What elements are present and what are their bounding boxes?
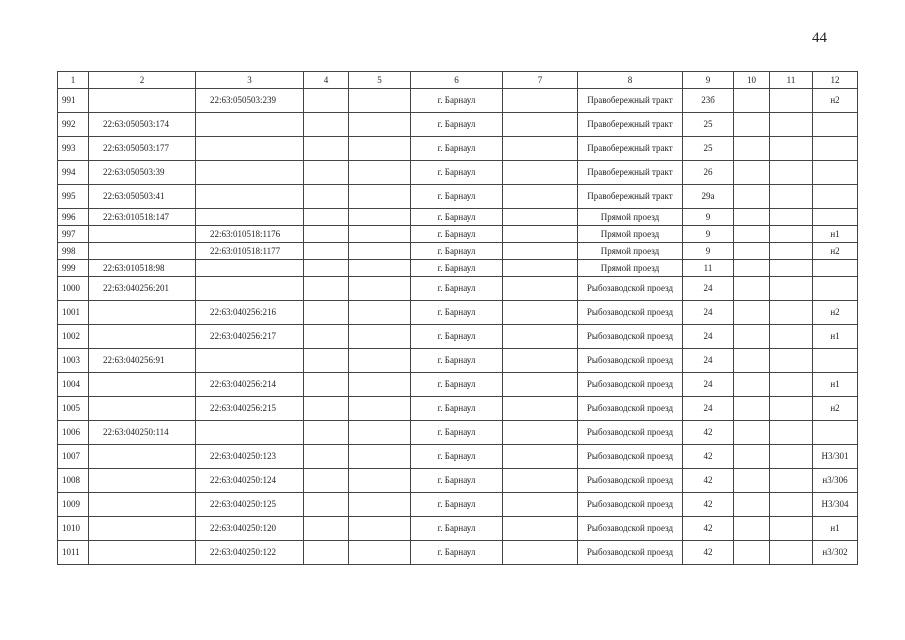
table-cell: г. Барнаул: [411, 137, 503, 161]
table-row: [58, 260, 858, 277]
table-cell: [734, 421, 770, 445]
table-cell: 22:63:050503:177: [89, 137, 196, 161]
table-cell: [196, 137, 304, 161]
table-cell: 1001: [58, 301, 89, 325]
table-cell: [89, 541, 196, 565]
table-cell: [349, 493, 411, 517]
table-cell: г. Барнаул: [411, 89, 503, 113]
table-cell: [813, 209, 858, 226]
table-cell: [304, 541, 349, 565]
table-cell: [89, 226, 196, 243]
table-cell: 42: [683, 541, 734, 565]
table-cell: 22:63:050503:39: [89, 161, 196, 185]
table-cell: [770, 421, 813, 445]
table-cell: 11: [683, 260, 734, 277]
table-cell: 22:63:010518:1177: [196, 243, 304, 260]
table-cell: [89, 445, 196, 469]
table-cell: [503, 349, 578, 373]
table-cell: г. Барнаул: [411, 226, 503, 243]
table-cell: 22:63:040250:125: [196, 493, 304, 517]
table-cell: Рыбозаводской проезд: [578, 397, 683, 421]
table-cell: 42: [683, 421, 734, 445]
table-cell: н1: [813, 373, 858, 397]
table-cell: н2: [813, 89, 858, 113]
table-cell: [349, 469, 411, 493]
table-cell: [770, 325, 813, 349]
table-cell: [196, 161, 304, 185]
table-cell: [734, 89, 770, 113]
table-cell: 42: [683, 445, 734, 469]
table-cell: [734, 325, 770, 349]
table-cell: [770, 445, 813, 469]
table-cell: г. Барнаул: [411, 243, 503, 260]
table-cell: Рыбозаводской проезд: [578, 493, 683, 517]
table-cell: [304, 517, 349, 541]
table-cell: 9: [683, 209, 734, 226]
table-cell: 992: [58, 113, 89, 137]
table-cell: 1000: [58, 277, 89, 301]
table-cell: Прямой проезд: [578, 243, 683, 260]
table-row: [58, 137, 858, 161]
table-cell: [349, 421, 411, 445]
table-cell: н2: [813, 397, 858, 421]
table-cell: [813, 260, 858, 277]
table-cell: [304, 349, 349, 373]
table-cell: [734, 277, 770, 301]
table-cell: [349, 325, 411, 349]
table-cell: [503, 226, 578, 243]
table-cell: [734, 226, 770, 243]
table-cell: [304, 397, 349, 421]
table-cell: 1006: [58, 421, 89, 445]
table-cell: [503, 541, 578, 565]
table-cell: [770, 137, 813, 161]
table-cell: г. Барнаул: [411, 445, 503, 469]
table-cell: [770, 209, 813, 226]
table-cell: 24: [683, 373, 734, 397]
table-cell: [813, 113, 858, 137]
table-cell: 22:63:050503:41: [89, 185, 196, 209]
table-cell: [349, 541, 411, 565]
column-header: 11: [770, 72, 813, 89]
table-cell: [734, 243, 770, 260]
table-cell: 22:63:040250:120: [196, 517, 304, 541]
table-cell: 1005: [58, 397, 89, 421]
table-cell: Правобережный тракт: [578, 185, 683, 209]
table-cell: [349, 137, 411, 161]
table-cell: Н3/304: [813, 493, 858, 517]
table-cell: [89, 243, 196, 260]
table-row: [58, 397, 858, 421]
table-cell: [349, 185, 411, 209]
table-cell: [734, 185, 770, 209]
table-cell: [304, 325, 349, 349]
table-cell: [770, 349, 813, 373]
table-cell: [304, 185, 349, 209]
table-cell: [503, 469, 578, 493]
column-header: 9: [683, 72, 734, 89]
table-cell: [503, 113, 578, 137]
table-cell: [770, 113, 813, 137]
table-cell: [349, 209, 411, 226]
table-cell: н2: [813, 243, 858, 260]
table-cell: 22:63:040256:214: [196, 373, 304, 397]
table-row: [58, 209, 858, 226]
table-cell: [304, 469, 349, 493]
table-cell: [734, 373, 770, 397]
table-cell: г. Барнаул: [411, 397, 503, 421]
table-cell: 1011: [58, 541, 89, 565]
table-cell: [734, 137, 770, 161]
table-cell: Рыбозаводской проезд: [578, 421, 683, 445]
table-cell: 22:63:010518:147: [89, 209, 196, 226]
table-cell: Рыбозаводской проезд: [578, 541, 683, 565]
column-header: 2: [89, 72, 196, 89]
table-cell: 1009: [58, 493, 89, 517]
table-cell: [734, 517, 770, 541]
column-header: 12: [813, 72, 858, 89]
table-cell: г. Барнаул: [411, 301, 503, 325]
table-cell: 23б: [683, 89, 734, 113]
table-row: [58, 277, 858, 301]
table-cell: [770, 373, 813, 397]
table-cell: Правобережный тракт: [578, 113, 683, 137]
table-cell: Рыбозаводской проезд: [578, 277, 683, 301]
table-cell: [349, 161, 411, 185]
table-row: [58, 517, 858, 541]
table-cell: Рыбозаводской проезд: [578, 325, 683, 349]
table-cell: 22:63:050503:239: [196, 89, 304, 113]
table-cell: [196, 113, 304, 137]
table-cell: [304, 260, 349, 277]
table-cell: г. Барнаул: [411, 541, 503, 565]
table-cell: [813, 349, 858, 373]
table-row: [58, 469, 858, 493]
table-cell: [89, 493, 196, 517]
table-cell: [770, 243, 813, 260]
table-cell: н1: [813, 226, 858, 243]
table-cell: [503, 325, 578, 349]
table-cell: [734, 301, 770, 325]
table-cell: [503, 89, 578, 113]
table-cell: [734, 469, 770, 493]
table-cell: [196, 209, 304, 226]
table-cell: [734, 397, 770, 421]
table-row: [58, 161, 858, 185]
table-cell: [349, 301, 411, 325]
column-header: 5: [349, 72, 411, 89]
table-cell: [503, 243, 578, 260]
column-header: 4: [304, 72, 349, 89]
table-cell: [503, 301, 578, 325]
table-cell: Рыбозаводской проезд: [578, 373, 683, 397]
table-cell: [89, 373, 196, 397]
table-cell: 26: [683, 161, 734, 185]
table-cell: г. Барнаул: [411, 421, 503, 445]
table-cell: 42: [683, 517, 734, 541]
table-cell: [770, 161, 813, 185]
table-cell: [770, 226, 813, 243]
table-cell: [503, 421, 578, 445]
table-cell: Рыбозаводской проезд: [578, 445, 683, 469]
table-cell: [503, 493, 578, 517]
column-header: 7: [503, 72, 578, 89]
table-cell: [503, 260, 578, 277]
table-cell: [813, 421, 858, 445]
table-cell: [813, 161, 858, 185]
table-cell: [770, 301, 813, 325]
table-cell: [734, 541, 770, 565]
table-cell: 25: [683, 137, 734, 161]
table-cell: [813, 137, 858, 161]
table-cell: [734, 161, 770, 185]
table-row: [58, 243, 858, 260]
table-cell: н1: [813, 517, 858, 541]
table-cell: [503, 397, 578, 421]
table-cell: 1002: [58, 325, 89, 349]
table-cell: 996: [58, 209, 89, 226]
table-cell: [770, 541, 813, 565]
table-cell: 22:63:010518:98: [89, 260, 196, 277]
table-cell: [304, 445, 349, 469]
table-cell: 993: [58, 137, 89, 161]
table-cell: [89, 469, 196, 493]
table-cell: 29а: [683, 185, 734, 209]
table-row: [58, 226, 858, 243]
table-cell: [196, 421, 304, 445]
table-cell: 42: [683, 469, 734, 493]
table-cell: [770, 260, 813, 277]
table-cell: г. Барнаул: [411, 209, 503, 226]
table-cell: [304, 277, 349, 301]
table-cell: [349, 260, 411, 277]
table-cell: г. Барнаул: [411, 325, 503, 349]
table-cell: [770, 277, 813, 301]
table-cell: г. Барнаул: [411, 277, 503, 301]
column-header: 6: [411, 72, 503, 89]
table-cell: 22:63:010518:1176: [196, 226, 304, 243]
table-cell: 997: [58, 226, 89, 243]
table-row: [58, 113, 858, 137]
table-row: [58, 445, 858, 469]
table-cell: 998: [58, 243, 89, 260]
table-cell: [304, 209, 349, 226]
table-cell: Рыбозаводской проезд: [578, 517, 683, 541]
table-cell: [734, 113, 770, 137]
table-cell: 22:63:040250:124: [196, 469, 304, 493]
table-row: [58, 541, 858, 565]
table-cell: Прямой проезд: [578, 226, 683, 243]
table-cell: [89, 325, 196, 349]
table-cell: Н3/301: [813, 445, 858, 469]
table-cell: [734, 260, 770, 277]
table-cell: [349, 517, 411, 541]
table-cell: г. Барнаул: [411, 493, 503, 517]
column-header: 3: [196, 72, 304, 89]
table-cell: 24: [683, 325, 734, 349]
table-cell: [770, 397, 813, 421]
table-cell: [304, 137, 349, 161]
table-cell: 1010: [58, 517, 89, 541]
table-cell: [89, 89, 196, 113]
table-cell: 9: [683, 243, 734, 260]
table-cell: 991: [58, 89, 89, 113]
table-cell: [503, 209, 578, 226]
table-cell: 1008: [58, 469, 89, 493]
table-cell: [349, 445, 411, 469]
table-cell: 22:63:040256:216: [196, 301, 304, 325]
table-row: [58, 349, 858, 373]
table-cell: 22:63:040256:217: [196, 325, 304, 349]
table-cell: [196, 260, 304, 277]
table-cell: [349, 397, 411, 421]
table-cell: г. Барнаул: [411, 469, 503, 493]
column-header: 10: [734, 72, 770, 89]
table-cell: [304, 373, 349, 397]
table-cell: г. Барнаул: [411, 260, 503, 277]
table-cell: г. Барнаул: [411, 517, 503, 541]
table-cell: 25: [683, 113, 734, 137]
table-cell: [503, 185, 578, 209]
table-cell: [304, 421, 349, 445]
table-cell: Рыбозаводской проезд: [578, 349, 683, 373]
table-cell: 22:63:040256:91: [89, 349, 196, 373]
table-cell: [813, 185, 858, 209]
table-row: [58, 325, 858, 349]
table-cell: [304, 493, 349, 517]
table-cell: [304, 89, 349, 113]
table-cell: [349, 113, 411, 137]
table-cell: [304, 301, 349, 325]
table-cell: г. Барнаул: [411, 113, 503, 137]
table-cell: [770, 469, 813, 493]
table-row: [58, 421, 858, 445]
table-cell: [734, 349, 770, 373]
table-cell: [196, 277, 304, 301]
table-cell: 22:63:050503:174: [89, 113, 196, 137]
header-row: [58, 72, 858, 89]
table-cell: [349, 243, 411, 260]
table-cell: г. Барнаул: [411, 373, 503, 397]
table-cell: [196, 185, 304, 209]
table-cell: н2: [813, 301, 858, 325]
table-cell: 22:63:040256:201: [89, 277, 196, 301]
table-row: [58, 493, 858, 517]
table-cell: [734, 209, 770, 226]
table-cell: 42: [683, 493, 734, 517]
table-cell: [770, 493, 813, 517]
table-cell: Рыбозаводской проезд: [578, 469, 683, 493]
table-cell: 24: [683, 349, 734, 373]
table-cell: [770, 185, 813, 209]
table-cell: 999: [58, 260, 89, 277]
table-cell: 1004: [58, 373, 89, 397]
table-cell: 22:63:040250:122: [196, 541, 304, 565]
table-cell: Прямой проезд: [578, 209, 683, 226]
table-cell: [304, 226, 349, 243]
table-cell: [304, 161, 349, 185]
table-cell: 24: [683, 277, 734, 301]
table-cell: Прямой проезд: [578, 260, 683, 277]
table-cell: [503, 161, 578, 185]
table-cell: [196, 349, 304, 373]
table-cell: 995: [58, 185, 89, 209]
table-cell: [304, 113, 349, 137]
table-cell: 994: [58, 161, 89, 185]
table-cell: [349, 373, 411, 397]
table-cell: н1: [813, 325, 858, 349]
table-cell: [734, 493, 770, 517]
table-cell: г. Барнаул: [411, 349, 503, 373]
table-cell: [89, 397, 196, 421]
table-row: [58, 185, 858, 209]
table-cell: Правобережный тракт: [578, 137, 683, 161]
table-cell: [770, 517, 813, 541]
table-cell: [813, 277, 858, 301]
table-cell: 24: [683, 301, 734, 325]
table-cell: Правобережный тракт: [578, 89, 683, 113]
table-cell: [503, 445, 578, 469]
table-cell: Правобережный тракт: [578, 161, 683, 185]
column-header: 8: [578, 72, 683, 89]
table-cell: г. Барнаул: [411, 161, 503, 185]
table-cell: 22:63:040250:114: [89, 421, 196, 445]
table-cell: [349, 89, 411, 113]
table-cell: [89, 517, 196, 541]
table-cell: 22:63:040250:123: [196, 445, 304, 469]
table-cell: 1003: [58, 349, 89, 373]
column-header: 1: [58, 72, 89, 89]
table-cell: Рыбозаводской проезд: [578, 301, 683, 325]
table-cell: [770, 89, 813, 113]
table-cell: 1007: [58, 445, 89, 469]
table-cell: [503, 373, 578, 397]
table-cell: г. Барнаул: [411, 185, 503, 209]
table-cell: [349, 277, 411, 301]
table-cell: н3/306: [813, 469, 858, 493]
table-cell: [349, 226, 411, 243]
table-cell: [89, 301, 196, 325]
table-row: [58, 301, 858, 325]
table-cell: [503, 277, 578, 301]
page-number: 44: [812, 30, 827, 46]
table-row: [58, 89, 858, 113]
register-table: [57, 71, 858, 565]
table-cell: [734, 445, 770, 469]
table-cell: 9: [683, 226, 734, 243]
table-cell: [349, 349, 411, 373]
table-cell: 24: [683, 397, 734, 421]
table-cell: 22:63:040256:215: [196, 397, 304, 421]
table-row: [58, 373, 858, 397]
table-cell: н3/302: [813, 541, 858, 565]
table-cell: [304, 243, 349, 260]
table-cell: [503, 137, 578, 161]
table-cell: [503, 517, 578, 541]
